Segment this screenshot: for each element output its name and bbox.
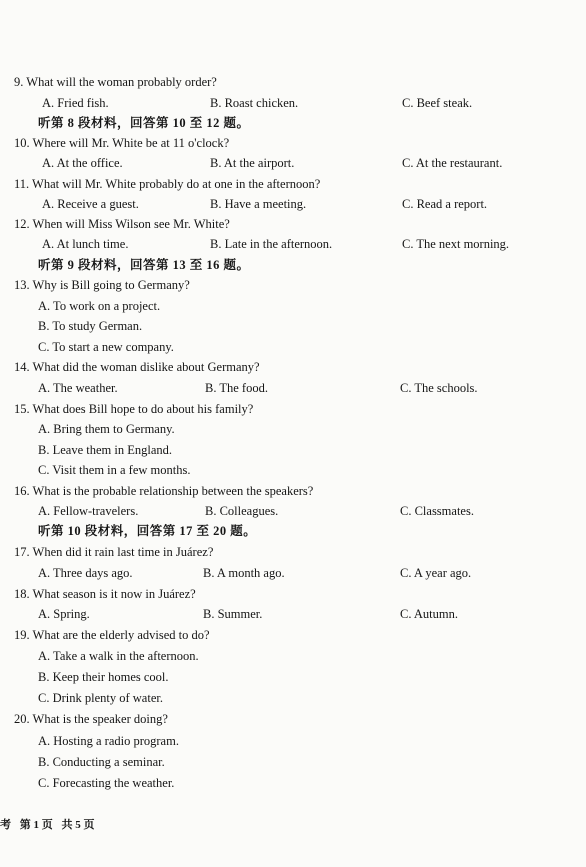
question-text: 15. What does Bill hope to do about his family? [14, 402, 254, 416]
question-11-options [0, 194, 586, 214]
option-b: B. The food. [205, 381, 268, 395]
option-c: C. Forecasting the weather. [38, 776, 175, 790]
question-20 [0, 709, 586, 729]
option-c: C. The next morning. [402, 237, 510, 251]
question-16 [0, 481, 586, 501]
question-10-options [0, 153, 586, 173]
question-text: 9. What will the woman probably order? [14, 75, 217, 89]
question-16-options [0, 501, 586, 521]
option-c: C. Beef steak. [402, 96, 473, 110]
option-b: B. Conducting a seminar. [38, 755, 165, 769]
question-text: 17. When did it rain last time in Juárez? [14, 545, 214, 559]
option-a: A. At lunch time. [42, 237, 129, 251]
option-b: B. Leave them in England. [38, 443, 172, 457]
question-text: 18. What season is it now in Juárez? [14, 587, 196, 601]
option-a: A. Bring them to Germany. [38, 422, 175, 436]
option-c: C. Visit them in a few months. [38, 463, 191, 477]
option-b: B. Have a meeting. [210, 197, 307, 211]
question-13-option-c [0, 337, 586, 357]
question-20-option-b [0, 752, 586, 772]
question-19-option-a [0, 646, 586, 666]
option-c: C. Classmates. [400, 504, 474, 518]
option-a: A. Take a walk in the afternoon. [38, 649, 199, 663]
section-instruction-10 [0, 521, 586, 541]
question-18-options [0, 604, 586, 624]
question-17 [0, 542, 586, 562]
option-c: C. To start a new company. [38, 340, 174, 354]
option-c: C. The schools. [400, 381, 478, 395]
option-b: B. To study German. [38, 319, 143, 333]
option-b: B. Summer. [203, 607, 263, 621]
option-a: A. Spring. [38, 607, 90, 621]
question-15-option-c [0, 460, 586, 480]
question-20-option-c [0, 773, 586, 793]
option-b: B. Keep their homes cool. [38, 670, 169, 684]
option-a: A. Receive a guest. [42, 197, 139, 211]
option-a: A. The weather. [38, 381, 118, 395]
question-text: 14. What did the woman dislike about Germany? [14, 360, 260, 374]
question-text: 11. What will Mr. White probably do at one in the afternoon? [14, 177, 321, 191]
question-13-option-b [0, 316, 586, 336]
question-18 [0, 584, 586, 604]
option-b: B. Roast chicken. [210, 96, 299, 110]
question-12 [0, 214, 586, 234]
question-15 [0, 399, 586, 419]
question-12-options [0, 234, 586, 254]
question-text: 13. Why is Bill going to Germany? [14, 278, 190, 292]
question-13-option-a [0, 296, 586, 316]
footer-page-number: 第 1 页 [19, 819, 53, 831]
option-a: A. Fellow-travelers. [38, 504, 139, 518]
question-text: 20. What is the speaker doing? [14, 712, 168, 726]
question-text: 10. Where will Mr. White be at 11 o'clock? [14, 136, 230, 150]
question-20-option-a [0, 731, 586, 751]
option-a: A. At the office. [42, 156, 123, 170]
option-c: C. Autumn. [400, 607, 458, 621]
question-15-option-b [0, 440, 586, 460]
question-19-option-b [0, 667, 586, 687]
question-14 [0, 357, 586, 377]
option-a: A. To work on a project. [38, 299, 161, 313]
option-c: C. A year ago. [400, 566, 472, 580]
section-text: 听第 9 段材料，回答第 13 至 16 题。 [38, 258, 250, 272]
footer-left: 考 [0, 819, 11, 831]
question-10 [0, 133, 586, 153]
question-14-options [0, 378, 586, 398]
section-instruction-9 [0, 255, 586, 275]
question-15-option-a [0, 419, 586, 439]
question-11 [0, 174, 586, 194]
option-a: A. Fried fish. [42, 96, 109, 110]
option-b: B. Late in the afternoon. [210, 237, 333, 251]
page-footer [0, 816, 101, 832]
question-text: 16. What is the probable relationship between the speakers? [14, 484, 314, 498]
question-text: 12. When will Miss Wilson see Mr. White? [14, 217, 230, 231]
option-c: C. Read a report. [402, 197, 488, 211]
question-text: 19. What are the elderly advised to do? [14, 628, 210, 642]
question-9-options [0, 93, 586, 113]
option-c: C. Drink plenty of water. [38, 691, 163, 705]
section-text: 听第 8 段材料，回答第 10 至 12 题。 [38, 116, 250, 130]
question-13 [0, 275, 586, 295]
footer-total-pages: 共 5 页 [61, 819, 95, 831]
question-17-options [0, 563, 586, 583]
question-19-option-c [0, 688, 586, 708]
option-b: B. At the airport. [210, 156, 295, 170]
option-b: B. Colleagues. [205, 504, 279, 518]
option-c: C. At the restaurant. [402, 156, 503, 170]
option-a: A. Three days ago. [38, 566, 133, 580]
question-9 [0, 72, 586, 92]
question-19 [0, 625, 586, 645]
option-b: B. A month ago. [203, 566, 285, 580]
section-instruction-8 [0, 113, 586, 133]
section-text: 听第 10 段材料，回答第 17 至 20 题。 [38, 524, 257, 538]
option-a: A. Hosting a radio program. [38, 734, 179, 748]
